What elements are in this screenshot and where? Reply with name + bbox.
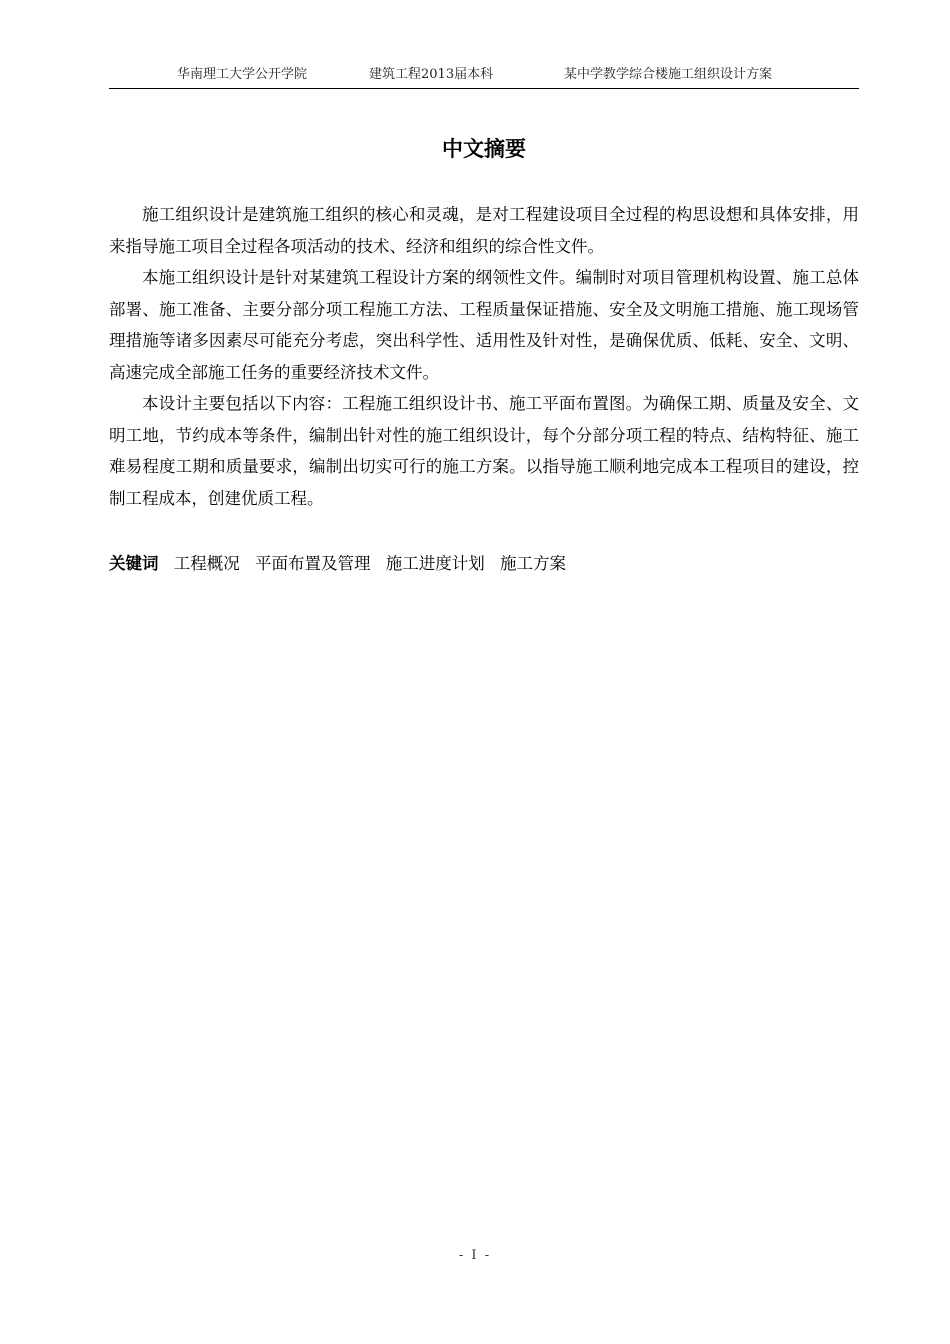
page-number: - I - (458, 1248, 492, 1263)
abstract-body (109, 199, 859, 514)
header-institution: 华南理工大学公开学院 (177, 67, 308, 82)
keyword-item: 工程概况 (173, 554, 240, 573)
page-header (109, 62, 859, 89)
keywords-label: 关键词 (109, 554, 159, 573)
abstract-paragraph-2: 本施工组织设计是针对某建筑工程设计方案的纲领性文件。编制时对项目管理机构设置、施工总体部署、施工准备、主要分部分项工程施工方法、工程质量保证措施、安全及文明施工措施、施工现场管理措施等诸多因素尽可能充分考虑，突出科学性、适用性及针对性，是确保优质、低耗、安全、文明、高速完成全部施工任务的重要经济技术文件。 (109, 268, 859, 382)
keyword-item: 施工进度计划 (385, 554, 485, 573)
header-program: 建筑工程2013届本科 (369, 67, 494, 82)
keyword-item: 施工方案 (500, 554, 566, 573)
keywords-line (109, 549, 859, 579)
abstract-paragraph-3: 本设计主要包括以下内容：工程施工组织设计书、施工平面布置图。为确保工期、质量及安全、文明工地，节约成本等条件，编制出针对性的施工组织设计，每个分部分项工程的特点、结构特征、施工难易程度工期和质量要求，编制出切实可行的施工方案。以指导施工顺利地完成本工程项目的建设，控制工程成本，创建优质工程。 (109, 394, 859, 508)
keyword-item: 平面布置及管理 (255, 554, 371, 573)
header-project: 某中学教学综合楼施工组织设计方案 (564, 67, 773, 82)
abstract-paragraph-1: 施工组织设计是建筑施工组织的核心和灵魂，是对工程建设项目全过程的构思设想和具体安排，用来指导施工项目全过程各项活动的技术、经济和组织的综合性文件。 (109, 205, 859, 256)
abstract-title: 中文摘要 (442, 137, 526, 161)
